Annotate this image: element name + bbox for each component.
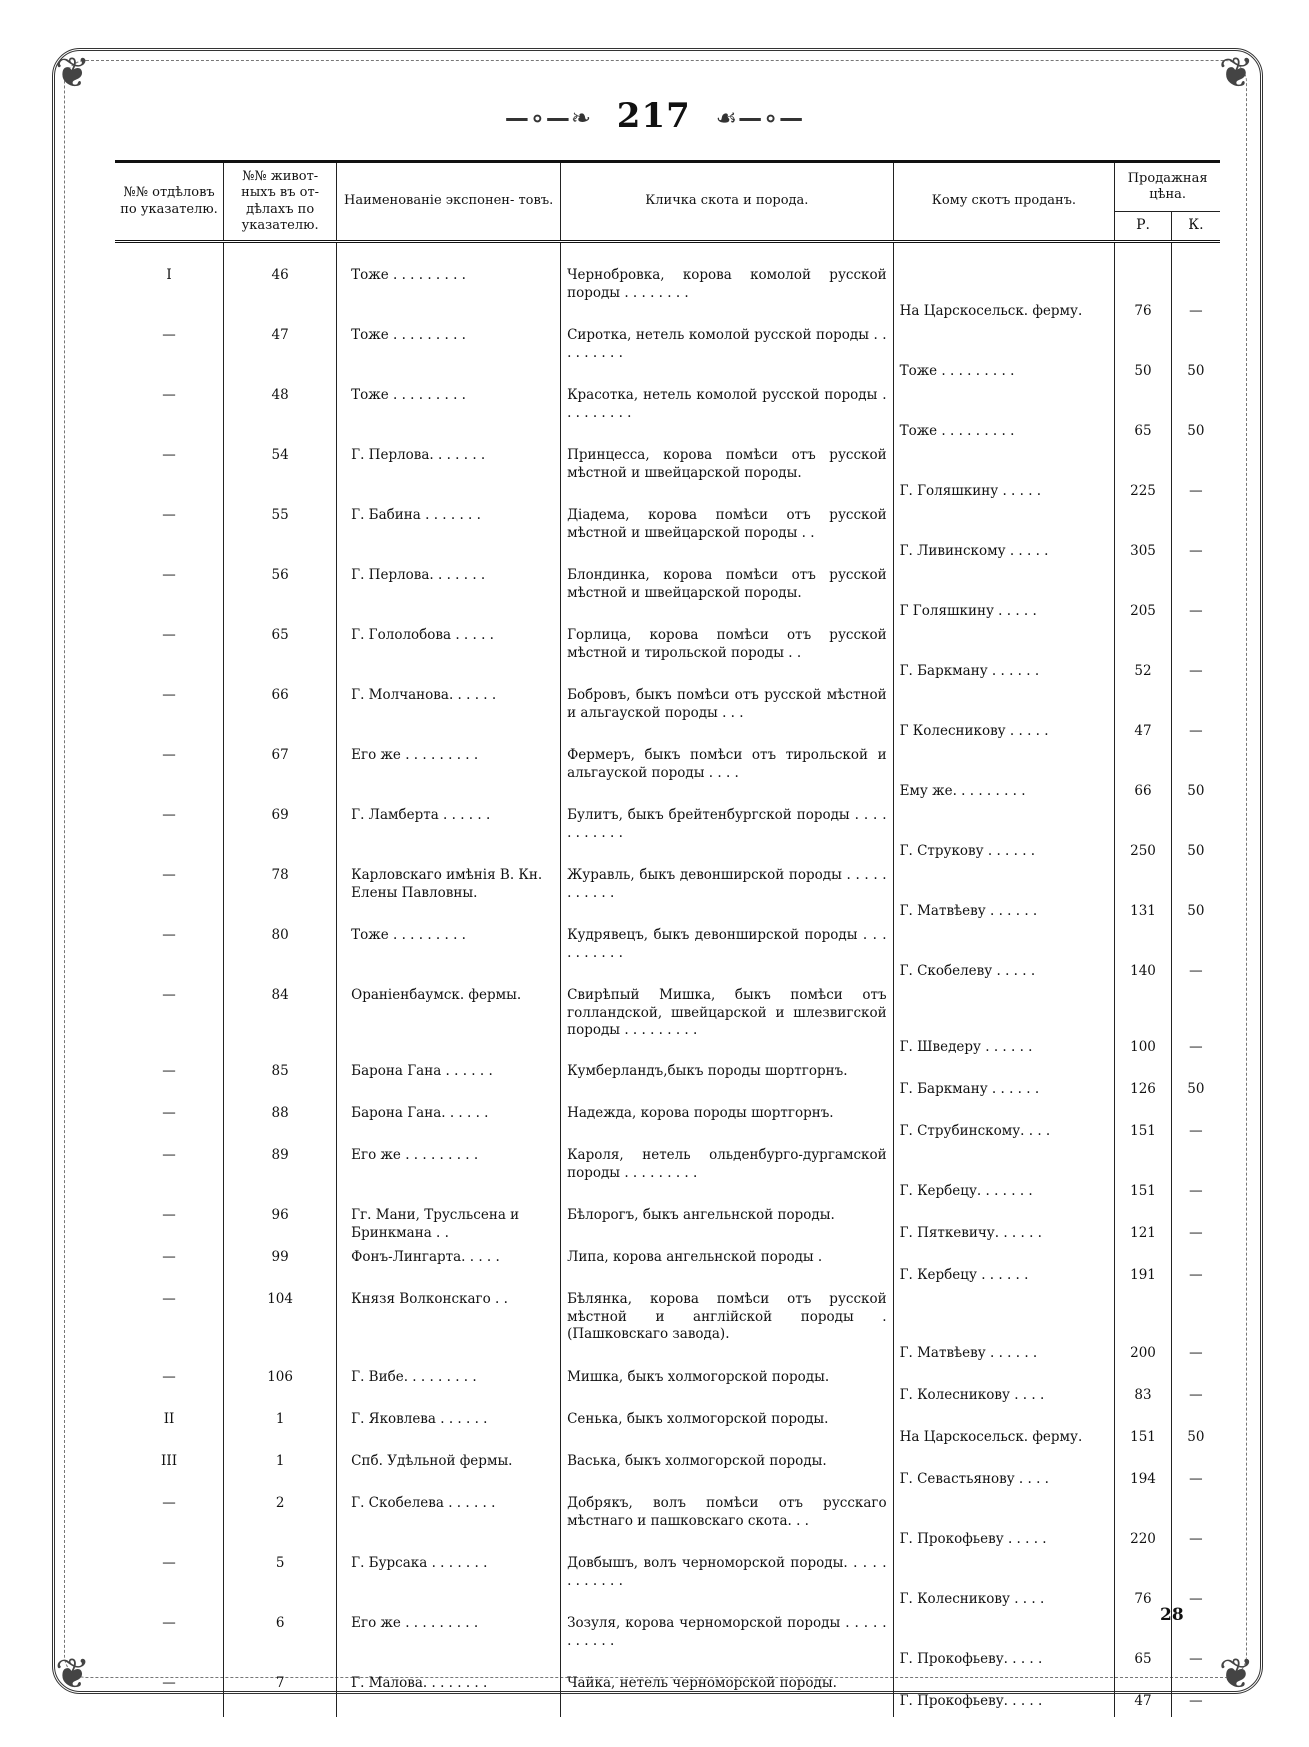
cell-kop: — [1189,483,1203,500]
header-breed: Кличка скота и порода. [561,163,894,242]
cell-rub: 305 [1115,507,1172,567]
cell-rub: 194 [1115,1453,1172,1495]
cell-num: 65 [224,627,337,687]
cell-breed: Блондинка, корова помѣси отъ русской мѣстной и швейцарской породы. [561,567,894,627]
table-body [115,242,1220,1718]
cell-rub: 151 [1115,1411,1172,1453]
cell-exhibitor: Г. Яковлева . . . . . . [337,1411,561,1453]
cell-buyer: Г Голяшкину . . . . . [893,567,1115,627]
cell-section: — [115,507,224,567]
cell-num: 55 [224,507,337,567]
cell-section: — [115,627,224,687]
cell-exhibitor: Тоже . . . . . . . . . [337,267,561,327]
cell-kop: — [1189,1693,1203,1710]
table-row [115,567,1220,627]
cell-num: 88 [224,1105,337,1147]
cell-kop: 50 [1187,843,1205,860]
cell-buyer: Г. Кербецу . . . . . . [893,1249,1115,1291]
cell-rub: 65 [1115,387,1172,447]
cell-rub: 50 [1115,327,1172,387]
table-row [115,1453,1220,1495]
cell-section: — [115,1615,224,1675]
cell-num: 99 [224,1249,337,1291]
cell-rub: 47 [1115,687,1172,747]
cell-num: 56 [224,567,337,627]
cell-section: — [115,1675,224,1717]
cell-num: 54 [224,447,337,507]
cell-breed: Діадема, корова помѣси отъ русской мѣстной и швейцарской породы . . [561,507,894,567]
table-row [115,1495,1220,1555]
cell-section: — [115,867,224,927]
cell-section: — [115,387,224,447]
table-row [115,1369,1220,1411]
cell-num: 106 [224,1369,337,1411]
left-ornament-icon: —∘—❧ [504,104,592,132]
cell-rub: 191 [1115,1249,1172,1291]
header-animal-no: №№ живот- ныхъ въ от- дѣлахъ по указателю. [224,163,337,242]
cell-kop: — [1189,1387,1203,1404]
cell-kop: 50 [1187,903,1205,920]
cell-num: 67 [224,747,337,807]
cell-kop: — [1189,1471,1203,1488]
cell-exhibitor: Барона Гана. . . . . . [337,1105,561,1147]
cell-buyer: Г Колесникову . . . . . [893,687,1115,747]
page-number: 217 [616,96,691,136]
cell-kop: — [1189,1123,1203,1140]
cell-buyer: На Царскосельск. ферму. [893,1411,1115,1453]
table-row [115,447,1220,507]
cell-section: — [115,1105,224,1147]
cell-section: — [115,447,224,507]
cell-breed: Бѣлорогъ, быкъ ангельнской породы. [561,1207,894,1249]
cell-rub: 126 [1115,1063,1172,1105]
cell-section: I [115,267,224,327]
cell-num: 78 [224,867,337,927]
cell-exhibitor: Фонъ-Лингарта. . . . . [337,1249,561,1291]
table-row [115,507,1220,567]
cell-breed: Кароля, нетель ольденбурго-дургамской породы . . . . . . . . . [561,1147,894,1207]
header-price: Продажная цѣна. [1127,170,1208,203]
page-number-header [0,96,1309,136]
cell-exhibitor: Спб. Удѣльной фермы. [337,1453,561,1495]
table-row [115,1063,1220,1105]
cell-rub: 52 [1115,627,1172,687]
cell-breed: Чернобровка, корова комолой русской породы . . . . . . . . [561,267,894,327]
cell-buyer: Г. Баркману . . . . . . [893,1063,1115,1105]
table-row [115,867,1220,927]
cell-breed: Чайка, нетель черноморской породы. [561,1675,894,1717]
cell-num: 66 [224,687,337,747]
cell-section: II [115,1411,224,1453]
cell-rub: 140 [1115,927,1172,987]
cell-buyer: Тоже . . . . . . . . . [893,387,1115,447]
cell-exhibitor: Князя Волконскаго . . [337,1291,561,1369]
cell-rub: 66 [1115,747,1172,807]
cell-breed: Сенька, быкъ холмогорской породы. [561,1411,894,1453]
cell-kop: — [1189,603,1203,620]
corner-ornament-icon: ❦ [55,1649,91,1698]
cell-breed: Липа, корова ангельнской породы . [561,1249,894,1291]
cell-breed: Довбышъ, волъ черноморской породы. . . . . . . . . . . . [561,1555,894,1615]
cell-section: — [115,807,224,867]
cell-section: — [115,567,224,627]
cell-breed: Надежда, корова породы шортгорнъ. [561,1105,894,1147]
cell-exhibitor: Барона Гана . . . . . . [337,1063,561,1105]
cell-buyer: На Царскосельск. ферму. [893,267,1115,327]
cell-rub: 65 [1115,1615,1172,1675]
cell-kop: — [1189,1183,1203,1200]
cell-exhibitor: Ораніенбаумск. фермы. [337,987,561,1063]
cell-kop: — [1189,1225,1203,1242]
cell-section: III [115,1453,224,1495]
table-row [115,1615,1220,1675]
cell-exhibitor: Тоже . . . . . . . . . [337,327,561,387]
cell-rub: 76 [1115,267,1172,327]
cell-rub: 200 [1115,1291,1172,1369]
table-row [115,1147,1220,1207]
cell-num: 48 [224,387,337,447]
cell-exhibitor: Его же . . . . . . . . . [337,747,561,807]
cell-exhibitor: Г. Вибе. . . . . . . . . [337,1369,561,1411]
cell-num: 46 [224,267,337,327]
cell-breed: Сиротка, нетель комолой русской породы . . . . . . . . . [561,327,894,387]
cell-buyer: Г. Прокофьеву. . . . . [893,1615,1115,1675]
cell-kop: 50 [1187,1429,1205,1446]
cell-exhibitor: Г. Бурсака . . . . . . . [337,1555,561,1615]
cell-kop: — [1189,543,1203,560]
cell-section: — [115,327,224,387]
cell-breed: Журавль, быкъ девонширской породы . . . . . . . . . . . [561,867,894,927]
cell-buyer: Г. Колесникову . . . . [893,1369,1115,1411]
cell-section: — [115,747,224,807]
cell-breed: Бобровъ, быкъ помѣси отъ русской мѣстной и альгауской породы . . . [561,687,894,747]
cell-buyer: Г. Прокофьеву. . . . . [893,1675,1115,1717]
cell-breed: Булитъ, быкъ брейтенбургской породы . . . . . . . . . . . [561,807,894,867]
cell-breed: Кумберландъ,быкъ породы шортгорнъ. [561,1063,894,1105]
cell-rub: 151 [1115,1105,1172,1147]
cell-buyer: Г. Пяткевичу. . . . . . [893,1207,1115,1249]
table-row [115,747,1220,807]
cell-buyer: Г. Матвѣеву . . . . . . [893,867,1115,927]
cell-breed: Мишка, быкъ холмогорской породы. [561,1369,894,1411]
cell-exhibitor: Его же . . . . . . . . . [337,1615,561,1675]
cell-kop: — [1189,963,1203,980]
table-row [115,1411,1220,1453]
right-ornament-icon: ☙—∘— [715,104,805,132]
cell-buyer: Г. Матвѣеву . . . . . . [893,1291,1115,1369]
cell-exhibitor: Г. Ламберта . . . . . . [337,807,561,867]
cell-section: — [115,1063,224,1105]
cell-section: — [115,987,224,1063]
cell-kop: 50 [1187,1081,1205,1098]
cell-breed: Добрякъ, волъ помѣси отъ русскаго мѣстнаго и пашковскаго скота. . . [561,1495,894,1555]
cell-num: 2 [224,1495,337,1555]
cell-rub: 83 [1115,1369,1172,1411]
cell-num: 84 [224,987,337,1063]
cell-kop: — [1189,1591,1203,1608]
cell-exhibitor: Тоже . . . . . . . . . [337,927,561,987]
cell-breed: Васька, быкъ холмогорской породы. [561,1453,894,1495]
cell-kop: — [1189,1345,1203,1362]
cell-rub: 225 [1115,447,1172,507]
table-row [115,927,1220,987]
cell-kop: — [1189,663,1203,680]
table-row [115,1555,1220,1615]
header-buyer: Кому скотъ проданъ. [893,163,1115,242]
cell-kop: — [1189,1267,1203,1284]
cell-exhibitor: Г. Перлова. . . . . . . [337,447,561,507]
header-exhibitor: Наименованіе экспонен- товъ. [337,163,561,242]
cell-buyer: Г. Шведеру . . . . . . [893,987,1115,1063]
cell-rub: 47 [1115,1675,1172,1717]
cell-rub: 121 [1115,1207,1172,1249]
cell-exhibitor: Г. Скобелева . . . . . . [337,1495,561,1555]
table-row [115,807,1220,867]
table-row [115,1207,1220,1249]
cell-rub: 205 [1115,567,1172,627]
table-row [115,1105,1220,1147]
cell-rub: 100 [1115,987,1172,1063]
cell-num: 1 [224,1411,337,1453]
cell-exhibitor: Его же . . . . . . . . . [337,1147,561,1207]
cell-num: 6 [224,1615,337,1675]
cell-breed: Зозуля, корова черноморской породы . . . . . . . . . . . [561,1615,894,1675]
corner-ornament-icon: ❦ [1218,48,1254,97]
cell-buyer: Ему же. . . . . . . . . [893,747,1115,807]
cell-section: — [115,1249,224,1291]
table-row [115,387,1220,447]
header-section: №№ отдѣловъ по указателю. [115,163,224,242]
table-row [115,1675,1220,1717]
cell-rub: 250 [1115,807,1172,867]
cell-exhibitor: Г. Гололобова . . . . . [337,627,561,687]
cell-exhibitor: Г. Молчанова. . . . . . [337,687,561,747]
cell-buyer: Г. Голяшкину . . . . . [893,447,1115,507]
cell-breed: Свирѣпый Мишка, быкъ помѣси отъ голландской, швейцарской и шлезвигской породы . . . . . . . . . [561,987,894,1063]
cell-exhibitor: Г. Бабина . . . . . . . [337,507,561,567]
cell-num: 85 [224,1063,337,1105]
header-kopecks: К. [1171,212,1220,242]
cell-num: 80 [224,927,337,987]
cell-buyer: Г. Скобелеву . . . . . [893,927,1115,987]
cell-breed: Принцесса, корова помѣси отъ русской мѣстной и швейцарской породы. [561,447,894,507]
cell-section: — [115,1555,224,1615]
table-row [115,987,1220,1063]
cell-section: — [115,1147,224,1207]
cell-buyer: Г. Севастьянову . . . . [893,1453,1115,1495]
cell-buyer: Г. Прокофьеву . . . . . [893,1495,1115,1555]
cell-section: — [115,1369,224,1411]
cell-kop: — [1189,723,1203,740]
cell-rub: 131 [1115,867,1172,927]
cell-rub: 220 [1115,1495,1172,1555]
cell-buyer: Г. Ливинскому . . . . . [893,507,1115,567]
cell-kop: 50 [1187,423,1205,440]
cell-kop: 50 [1187,783,1205,800]
cell-num: 5 [224,1555,337,1615]
cell-breed: Фермеръ, быкъ помѣси отъ тирольской и альгауской породы . . . . [561,747,894,807]
cell-num: 89 [224,1147,337,1207]
cell-num: 69 [224,807,337,867]
cell-breed: Кудрявецъ, быкъ девонширской породы . . . . . . . . . . [561,927,894,987]
cell-num: 47 [224,327,337,387]
table-row [115,327,1220,387]
cell-buyer: Г. Баркману . . . . . . [893,627,1115,687]
cell-buyer: Г. Колесникову . . . . [893,1555,1115,1615]
corner-ornament-icon: ❦ [1218,1649,1254,1698]
cell-exhibitor: Гг. Мани, Трусльсена и Бринкмана . . [337,1207,561,1249]
cell-buyer: Г. Струкову . . . . . . [893,807,1115,867]
cell-kop: — [1189,1039,1203,1056]
cell-section: — [115,927,224,987]
sales-table [115,163,1220,1717]
cell-rub: 76 [1115,1555,1172,1615]
cell-buyer: Тоже . . . . . . . . . [893,327,1115,387]
cell-exhibitor: Карловскаго имѣнія В. Кн. Елены Павловны. [337,867,561,927]
cell-section: — [115,687,224,747]
cell-breed: Бѣлянка, корова помѣси отъ русской мѣстной и англійской породы . (Пашковскаго завода). [561,1291,894,1369]
cell-exhibitor: Тоже . . . . . . . . . [337,387,561,447]
cell-section: — [115,1291,224,1369]
cell-section: — [115,1207,224,1249]
cell-num: 96 [224,1207,337,1249]
cell-exhibitor: Г. Перлова. . . . . . . [337,567,561,627]
cell-breed: Красотка, нетель комолой русской породы . . . . . . . . . [561,387,894,447]
cell-num: 1 [224,1453,337,1495]
cell-exhibitor: Г. Малова. . . . . . . . [337,1675,561,1717]
table-row [115,1249,1220,1291]
table-row [115,687,1220,747]
cell-breed: Горлица, корова помѣси отъ русской мѣстной и тирольской породы . . [561,627,894,687]
cell-num: 104 [224,1291,337,1369]
cell-rub: 151 [1115,1147,1172,1207]
cell-buyer: Г. Кербецу. . . . . . . [893,1147,1115,1207]
sheet-signature: 28 [1160,1605,1184,1625]
cell-section: — [115,1495,224,1555]
table-row [115,1291,1220,1369]
cell-buyer: Г. Струбинскому. . . . [893,1105,1115,1147]
table-row [115,627,1220,687]
cell-num: 7 [224,1675,337,1717]
corner-ornament-icon: ❦ [55,48,91,97]
cell-kop: — [1189,1651,1203,1668]
cell-kop: — [1189,303,1203,320]
cell-kop: 50 [1187,363,1205,380]
header-rubles: Р. [1115,212,1172,242]
table-row [115,267,1220,327]
cell-kop: — [1189,1531,1203,1548]
